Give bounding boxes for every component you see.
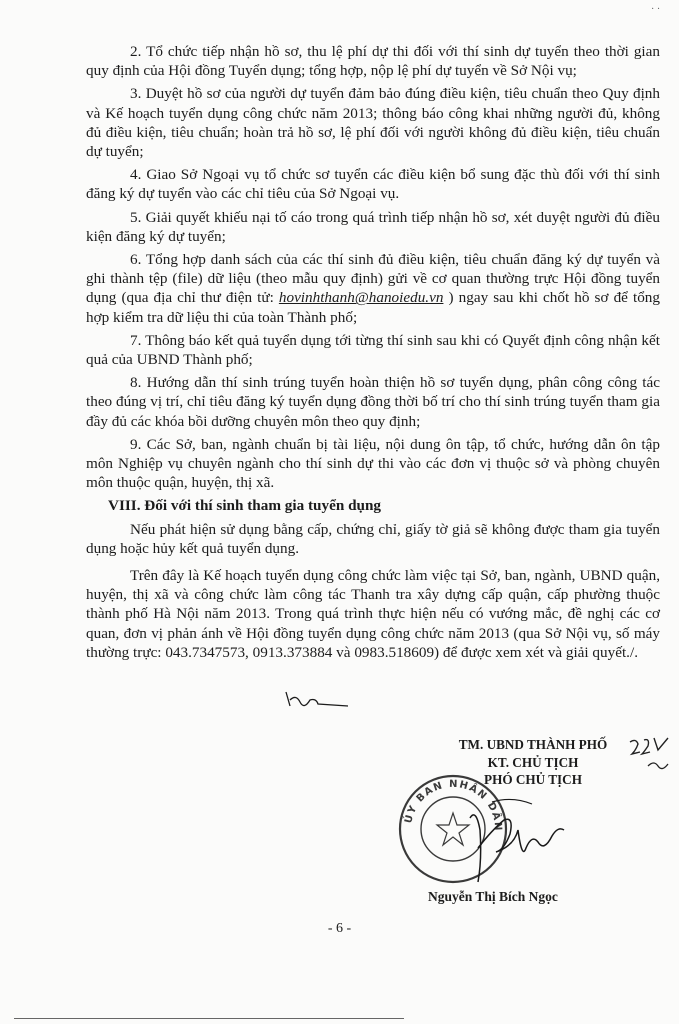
handwritten-signature [452, 790, 572, 890]
list-item: 5. Giải quyết khiếu nại tố cáo trong quá trình tiếp nhận hồ sơ, xét duyệt người đủ điều kiện đăng ký dự tuyển; [86, 208, 660, 245]
list-item: 7. Thông báo kết quả tuyển dụng tới từng thí sinh sau khi có Quyết định công nhận kết quả của UBND Thành phố; [86, 331, 660, 369]
bottom-rule [14, 1018, 404, 1019]
closing-paragraph: Trên đây là Kế hoạch tuyển dụng công chức làm việc tại Sở, ban, ngành, UBND quận, huyện, thị xã và công chức làm công tác Thanh tra xây dựng cấp quận, cấp phường thuộc thành phố Hà Nội năm 2013. Trong quá trình thực hiện nếu có vướng mắc, đề nghị các cơ quan, đơn vị phản ánh về Hội đồng tuyển dụng công chức năm 2013 (qua Sở Nội vụ, số máy thường trực: 043.7347573, 0913.373884 và 0983.518609) để được xem xét và giải quyết./. [86, 567, 660, 661]
page-number: - 6 - [327, 921, 352, 936]
item6-text-before: 6. Tổng hợp danh sách của các thí sinh đủ điều kiện, tiêu chuẩn đăng ký dự tuyển và ghi thành tệp (file) dữ liệu (theo mẫu quy định) gửi về cơ quan thường trực Hội đồng tuyển dụng (qua địa chỉ thư điện tử: [86, 251, 660, 307]
scan-mark: · · [651, 4, 661, 15]
list-item: 2. Tổ chức tiếp nhận hồ sơ, thu lệ phí dự thi đối với thí sinh dự tuyển theo thời gian quy định của Hội đồng Tuyển dụng; tổng hợp, nộp lệ phí dự tuyển về Sở Nội vụ; [86, 43, 660, 80]
section-paragraph: Nếu phát hiện sử dụng bằng cấp, chứng chỉ, giấy tờ giả sẽ không được tham gia tuyển dụng hoặc hủy kết quả tuyển dụng. [86, 520, 660, 557]
document-body [86, 42, 660, 666]
list-item [86, 250, 660, 327]
signer-title: PHÓ CHỦ TỊCH [484, 772, 582, 787]
signer-authority: KT. CHỦ TỊCH [487, 754, 579, 770]
section-heading: VIII. Đối với thí sinh tham gia tuyển dụng [108, 497, 381, 515]
list-item: 4. Giao Sở Ngoại vụ tổ chức sơ tuyển các điều kiện bổ sung đặc thù đối với thí sinh đăng ký dự tuyển vào các chỉ tiêu của Sở Ngoại vụ. [86, 166, 660, 203]
email-link[interactable]: hovinhthanh@hanoiedu.vn [278, 289, 444, 307]
list-item: 9. Các Sở, ban, ngành chuẩn bị tài liệu, nội dung ôn tập, tổ chức, hướng dẫn ôn tập môn Nghiệp vụ chuyên ngành cho thí sinh dự thi vào các đơn vị thuộc sở và phòng chuyên môn thuộc quận, huyện, thị xã. [86, 435, 660, 492]
signer-name: Nguyễn Thị Bích Ngọc [428, 889, 558, 904]
list-item: 8. Hướng dẫn thí sinh trúng tuyển hoàn thiện hồ sơ tuyển dụng, phân công công tác theo đúng vị trí, chỉ tiêu đăng ký tuyển dụng đồng thời bố trí cho thí sinh trúng tuyển tham gia đầy đủ các khóa bồi dưỡng chuyên môn theo quy định; [86, 374, 660, 430]
item6-text-after: ) ngay sau khi chốt hồ sơ để tổng hợp kiểm tra dữ liệu thi của toàn Thành phố; [86, 289, 660, 326]
handwritten-annotation [628, 736, 676, 776]
initials-mark [282, 688, 354, 710]
list-item: 3. Duyệt hồ sơ của người dự tuyển đảm bảo đúng điều kiện, tiêu chuẩn theo Quy định và Kế hoạch tuyển dụng công chức năm 2013; thông báo công khai những người đủ, không đủ điều kiện, tiêu chuẩn; hoàn trả hồ sơ, lệ phí đối với người không đủ điều kiện, tiêu chuẩn dự tuyển; [86, 85, 660, 161]
seal-text: ỦY BAN NHÂN DÂN [403, 778, 504, 833]
signer-org: TM. UBND THÀNH PHỐ [458, 737, 608, 752]
